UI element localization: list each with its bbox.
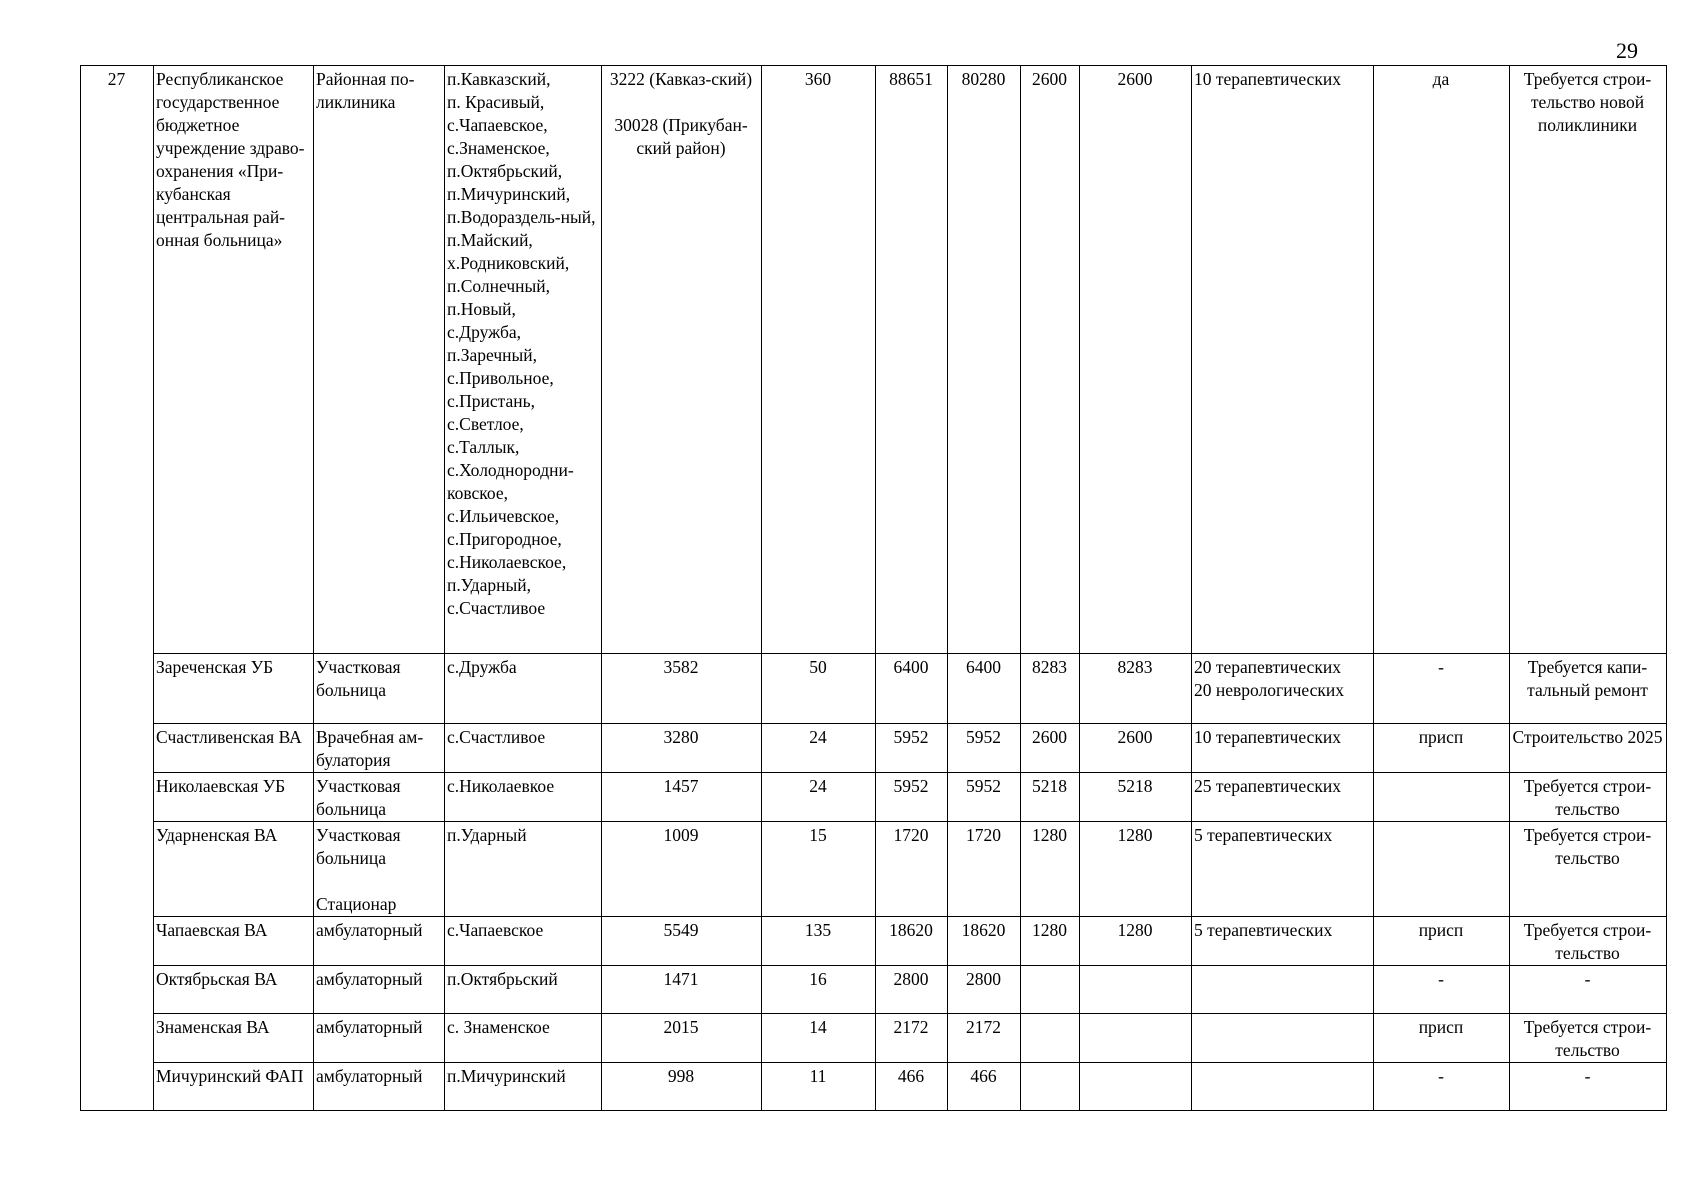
value2-cell: 18620 [948, 917, 1021, 966]
population-cell: 1009 [602, 822, 762, 917]
visits-cell: 16 [762, 966, 876, 1014]
note-cell: Строительство 2025 [1510, 724, 1667, 773]
status-cell: присп [1374, 917, 1510, 966]
beds-cell [1192, 1014, 1374, 1063]
table-row-main [81, 66, 1667, 654]
value3-cell: 1280 [1021, 917, 1080, 966]
table-row [81, 966, 1667, 1014]
name-cell: Знаменская ВА [154, 1014, 314, 1063]
value2-cell: 2172 [948, 1014, 1021, 1063]
table-row [81, 654, 1667, 724]
status-cell: - [1374, 654, 1510, 724]
value2-cell: 1720 [948, 822, 1021, 917]
population-cell: 5549 [602, 917, 762, 966]
table-row [81, 1063, 1667, 1111]
value4-cell: 2600 [1080, 66, 1192, 654]
place-cell: с.Счастливое [445, 724, 602, 773]
value4-cell: 1280 [1080, 917, 1192, 966]
beds-cell: 25 терапевтических [1192, 773, 1374, 822]
visits-cell: 24 [762, 724, 876, 773]
table-row [81, 822, 1667, 917]
place-cell: с.Николаевкое [445, 773, 602, 822]
page-number: 29 [1616, 38, 1638, 63]
type-cell: амбулаторный [314, 966, 445, 1014]
note-cell: Требуется строи-тельство [1510, 822, 1667, 917]
population-cell: 2015 [602, 1014, 762, 1063]
visits-cell: 14 [762, 1014, 876, 1063]
note-cell: Требуется строи-тельство [1510, 1014, 1667, 1063]
place-cell: с.Чапаевское [445, 917, 602, 966]
status-cell [1374, 822, 1510, 917]
name-cell: Зареченская УБ [154, 654, 314, 724]
value2-cell: 5952 [948, 773, 1021, 822]
beds-cell [1192, 1063, 1374, 1111]
value2-cell: 5952 [948, 724, 1021, 773]
place-cell: с.Дружба [445, 654, 602, 724]
value1-cell: 1720 [876, 822, 948, 917]
place-cell: с. Знаменское [445, 1014, 602, 1063]
beds-cell: 5 терапевтических [1192, 917, 1374, 966]
facilities-table [80, 65, 1667, 1111]
value1-cell: 5952 [876, 773, 948, 822]
name-cell: Николаевская УБ [154, 773, 314, 822]
value4-cell: 8283 [1080, 654, 1192, 724]
value3-cell [1021, 1063, 1080, 1111]
value4-cell [1080, 1014, 1192, 1063]
population-cell: 3222 (Кавказ-ский) 30028 (Прикубан-ский район) [602, 66, 762, 654]
value3-cell: 5218 [1021, 773, 1080, 822]
status-cell: да [1374, 66, 1510, 654]
population-cell: 3582 [602, 654, 762, 724]
note-cell: Требуется строи-тельство [1510, 917, 1667, 966]
value1-cell: 2800 [876, 966, 948, 1014]
place-cell: п.Ударный [445, 822, 602, 917]
place-cell: п.Октябрьский [445, 966, 602, 1014]
population-cell: 3280 [602, 724, 762, 773]
beds-cell: 10 терапевтических [1192, 724, 1374, 773]
type-cell: Участковая больница Стационар [314, 822, 445, 917]
value1-cell: 466 [876, 1063, 948, 1111]
population-cell: 998 [602, 1063, 762, 1111]
type-cell: амбулаторный [314, 1014, 445, 1063]
value1-cell: 18620 [876, 917, 948, 966]
org-name-cell: Республиканское государственное бюджетное учреждение здраво-охранения «При-кубанская центральная рай-онная больница» [154, 66, 314, 654]
beds-cell: 5 терапевтических [1192, 822, 1374, 917]
value4-cell: 1280 [1080, 822, 1192, 917]
note-cell: Требуется строи-тельство [1510, 773, 1667, 822]
table-row [81, 773, 1667, 822]
value4-cell [1080, 966, 1192, 1014]
visits-cell: 360 [762, 66, 876, 654]
note-cell: Требуется строи-тельство новой поликлиники [1510, 66, 1667, 654]
value1-cell: 5952 [876, 724, 948, 773]
status-cell: - [1374, 966, 1510, 1014]
value1-cell: 2172 [876, 1014, 948, 1063]
value4-cell: 2600 [1080, 724, 1192, 773]
value2-cell: 2800 [948, 966, 1021, 1014]
value3-cell: 8283 [1021, 654, 1080, 724]
name-cell: Ударненская ВА [154, 822, 314, 917]
value2-cell: 466 [948, 1063, 1021, 1111]
value3-cell [1021, 966, 1080, 1014]
value2-cell: 6400 [948, 654, 1021, 724]
visits-cell: 50 [762, 654, 876, 724]
type-cell: Районная по-ликлиника [314, 66, 445, 654]
value4-cell [1080, 1063, 1192, 1111]
type-cell: Врачебная ам-булатория [314, 724, 445, 773]
value1-cell: 88651 [876, 66, 948, 654]
value3-cell: 2600 [1021, 66, 1080, 654]
population-cell: 1457 [602, 773, 762, 822]
status-cell: присп [1374, 724, 1510, 773]
beds-cell [1192, 966, 1374, 1014]
population-cell: 1471 [602, 966, 762, 1014]
type-cell: Участковая больница [314, 773, 445, 822]
note-cell: Требуется капи-тальный ремонт [1510, 654, 1667, 724]
value2-cell: 80280 [948, 66, 1021, 654]
table-row [81, 917, 1667, 966]
value4-cell: 5218 [1080, 773, 1192, 822]
name-cell: Чапаевская ВА [154, 917, 314, 966]
visits-cell: 11 [762, 1063, 876, 1111]
row-index: 27 [81, 66, 154, 1111]
name-cell: Мичуринский ФАП [154, 1063, 314, 1111]
name-cell: Счастливенская ВА [154, 724, 314, 773]
table-row [81, 1014, 1667, 1063]
visits-cell: 15 [762, 822, 876, 917]
name-cell: Октябрьская ВА [154, 966, 314, 1014]
place-cell: п.Мичуринский [445, 1063, 602, 1111]
beds-cell: 20 терапевтических 20 неврологических [1192, 654, 1374, 724]
beds-cell: 10 терапевтических [1192, 66, 1374, 654]
status-cell [1374, 773, 1510, 822]
places-cell: п.Кавказский, п. Красивый, с.Чапаевское, с.Знаменское, п.Октябрьский, п.Мичуринский, п.Водораздель-ный, п.Майский, х.Родниковский, п.Солнечный, п.Новый, с.Дружба, п.Заречный, с.Привольное, с.Пристань, с.Светлое, с.Таллык, с.Холоднородни-ковское, с.Ильичевское, с.Пригородное, с.Николаевское, п.Ударный, с.Счастливое [445, 66, 602, 654]
note-cell: - [1510, 1063, 1667, 1111]
value3-cell: 1280 [1021, 822, 1080, 917]
value3-cell [1021, 1014, 1080, 1063]
visits-cell: 24 [762, 773, 876, 822]
note-cell: - [1510, 966, 1667, 1014]
type-cell: амбулаторный [314, 1063, 445, 1111]
value1-cell: 6400 [876, 654, 948, 724]
value3-cell: 2600 [1021, 724, 1080, 773]
visits-cell: 135 [762, 917, 876, 966]
status-cell: - [1374, 1063, 1510, 1111]
status-cell: присп [1374, 1014, 1510, 1063]
table-row [81, 724, 1667, 773]
type-cell: амбулаторный [314, 917, 445, 966]
type-cell: Участковая больница [314, 654, 445, 724]
